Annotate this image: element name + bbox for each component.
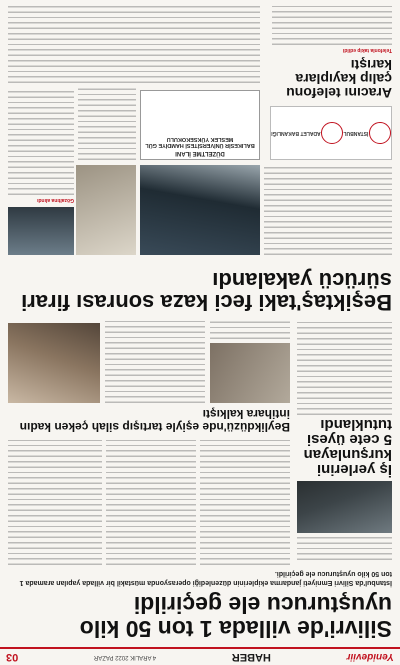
body-column: [272, 5, 392, 45]
crash-photo: [140, 165, 260, 255]
bottom-side-headline: Aracını telefonu çalıp kayıplara karıştı: [286, 57, 392, 101]
institution-logos: [270, 106, 392, 160]
top-subhead: İstanbul'da Silivri Emniyeti jandarma ekiplerinin düzenlediği operasyonda müstakil bir villada yapılan aramada 1 ton 50 kilo uyuşturucu ele geçirildi.: [19, 570, 392, 586]
body-column: [297, 536, 392, 560]
body-column: [8, 440, 102, 565]
correction-notice: [140, 90, 260, 160]
seal-icon: [369, 122, 391, 144]
body-column: [210, 319, 290, 339]
section-name: HABER: [231, 651, 271, 663]
side-headline: İş yerlerini kurşunlayan 5 cete üyesi tutuklandı: [303, 416, 392, 478]
logo-right: ADALET BAKANLIĞI: [271, 130, 321, 136]
body-column: [78, 87, 136, 160]
red-subheading: Telefonla takip edildi: [342, 47, 392, 53]
red-subheading: Gözaltına alındı: [37, 197, 74, 203]
masthead: [0, 647, 400, 665]
body-column: [105, 321, 205, 403]
notice-body: BALIKESİR ÜNİVERSİTESİ HAMDİYE GÜL MESLEK YÜKSEKOKULU: [145, 136, 255, 148]
body-column: [106, 440, 196, 565]
body-column: [264, 165, 392, 255]
body-column: [200, 440, 290, 565]
body-column: [297, 320, 392, 415]
newspaper-logo: Yenideviir: [346, 651, 394, 663]
issue-date: 4 ARALIK 2022 PAZAR: [93, 654, 157, 660]
suspect-photo: [76, 165, 136, 255]
body-column: [8, 87, 74, 195]
top-headline: Silivri'de villada 1 ton 50 kilo uyuşturucu ele geçirildi: [79, 592, 392, 642]
mid-story-photo-secondary: [210, 343, 290, 403]
notice-heading: DÜZELTME İLANI: [175, 150, 225, 156]
side-story-photo: [297, 481, 392, 533]
big-headline: Beşiktaş'taki feci kaza sonrası firari sürücü yakalandı: [21, 268, 392, 315]
page-number: 03: [6, 651, 19, 663]
mid-headline: Beylikdüzü'nde eşiyle tartışıp silah çeken kadın intihara kalkıştı: [19, 407, 290, 434]
logo-left: İSTANBUL: [343, 130, 369, 136]
scene-photo: [8, 207, 74, 255]
body-column: [8, 5, 260, 83]
seal-icon: [321, 122, 343, 144]
mid-story-photo: [8, 323, 100, 403]
